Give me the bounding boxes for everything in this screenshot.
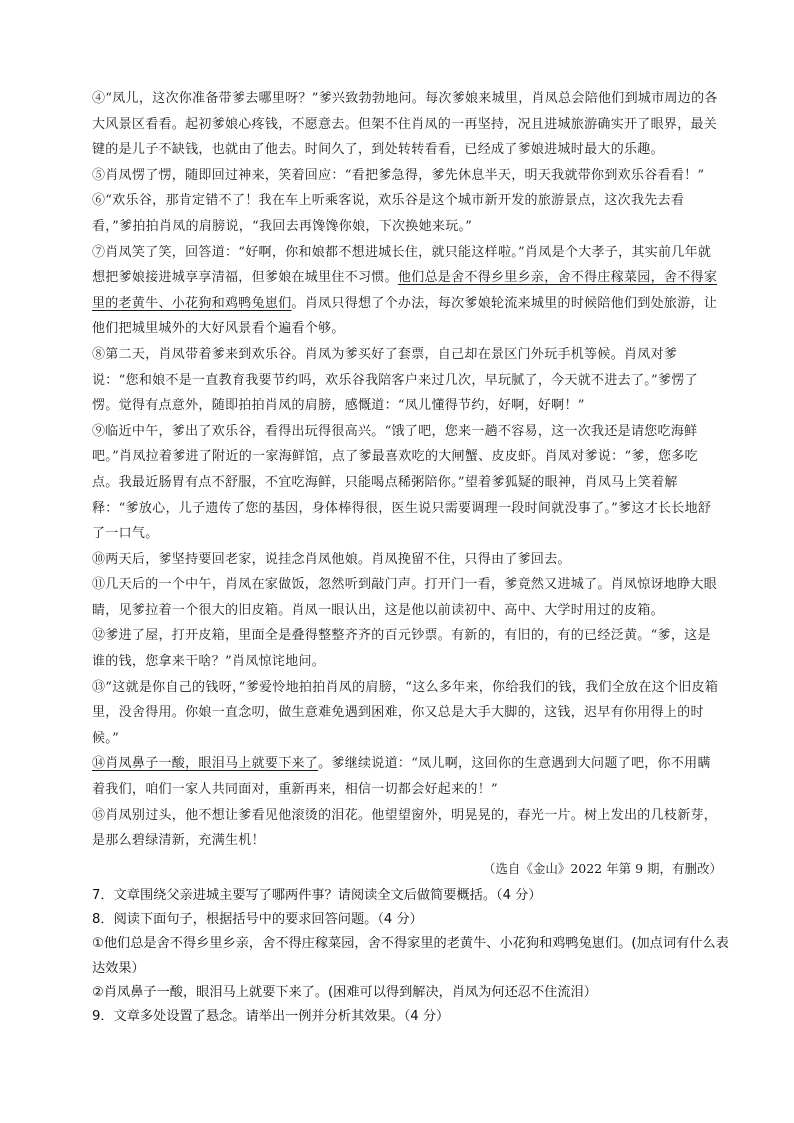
underlined-sentence-2: ⑭肖凤鼻子一酸，眼泪马上就要下来了	[92, 756, 319, 772]
underlined-sentence-1-cont: ，舍不得庄稼菜园，舍不得家里的老黄牛、小花狗和鸡鸭兔崽们	[92, 270, 718, 311]
paragraph-4: ④“凤儿，这次你准备带爹去哪里呀？”爹兴致勃勃地问。每次爹娘来城里，肖凤总会陪他们到城市周边的各大风景区看看。起初爹娘心疼钱，不愿意去。但架不住肖凤的一再坚持，况且进城旅游确实开了眼界，最关键的是儿子不缺钱，也就由了他去。时间久了，到处转转看看，已经成了爹娘进城时最大的乐趣。	[92, 91, 718, 158]
paragraph-15: ⑮肖凤别过头，他不想让爹看见他滚烫的泪花。他望望窗外，明晃晃的，春光一片。树上发出的几枝新芽，是那么碧绿清新，充满生机！	[92, 807, 718, 849]
paragraph-14	[92, 751, 722, 802]
question-9: 9．文章多处设置了悬念。请举出一例并分析其效果。（4 分）	[92, 1009, 450, 1025]
paragraph-7	[92, 240, 722, 342]
question-7: 7．文章围绕父亲进城主要写了哪两件事？请阅读全文后做简要概括。（4 分）	[92, 888, 542, 903]
paragraph-12: ⑫爹进了屋，打开皮箱，里面全是叠得整整齐齐的百元钞票。有新的，有旧的，有的已经泛黄。“爹，这是谁的钱，您拿来干啥？”肖凤惊诧地问。	[92, 628, 711, 670]
paragraph-14-text-b: 。爹继续说道：“凤儿啊，这回你的生意遇到大问题了吧，你不用瞒着我们，咱们一家人共同面对，重新再来，相信一切都会好起来的！”	[92, 756, 711, 798]
source-citation: （选自《金山》2022 年第 9 期，有删改）	[482, 861, 722, 876]
paragraph-9: ⑨临近中午，爹出了欢乐谷，看得出玩得很高兴。“饿了吧，您来一趟不容易，这一次我还是请您吃海鲜吧。”肖凤拉着爹进了附近的一家海鲜馆，点了爹最喜欢吃的大闸蟹、皮皮虾。肖凤对爹说：“爹，您多吃点。我最近肠胃有点不舒服，不宜吃海鲜，只能喝点稀粥陪你。”望着爹狐疑的眼神，肖凤马上笑着解释：“爹放心，儿子遗传了您的基因，身体棒得很，医生说只需要调理一段时间就没事了。”爹这才长长地舒了一口气。	[92, 423, 712, 542]
paragraph-13: ⑬“这就是你自己的钱呀，”爹爱怜地拍拍肖凤的肩膀，“这么多年来，你给我们的钱，我们全放在这个旧皮箱里，没舍得用。你娘一直念叨，做生意难免遇到困难，你又总是大手大脚的，这钱，迟早有你用得上的时候。”	[92, 679, 719, 746]
paragraph-5: ⑤肖凤愣了愣，随即回过神来，笑着回应：“看把爹急得，爹先休息半天，明天我就带你到欢乐谷看看！”	[92, 167, 705, 183]
paragraph-7-text-a: ⑦肖凤笑了笑，回答道：“好啊，你和娘都不想进城长住，就只能这样啦。”肖凤是个大孝子，其实前几年就想把爹娘接进城享享清福，但爹娘在城里住不习惯。	[92, 244, 712, 286]
paragraph-6: ⑥“欢乐谷，那肯定错不了！我在车上听乘客说，欢乐谷是这个城市新开发的旅游景点，这次我先去看看，”爹拍拍肖凤的肩膀说，“我回去再馋馋你娘，下次换她来玩。”	[92, 193, 685, 234]
question-8-item-1: ①他们总是舍不得乡里乡亲，舍不得庄稼菜园，舍不得家里的老黄牛、小花狗和鸡鸭兔崽们。(加点词有什么表达效果）	[92, 936, 729, 976]
questions-section	[92, 884, 732, 1029]
question-8: 8．阅读下面句子，根据括号中的要求回答问题。（4 分）	[92, 912, 423, 928]
underlined-sentence-1: 他们总是舍不得乡里乡亲	[397, 270, 545, 286]
paragraph-11: ⑪几天后的一个中午，肖凤在家做饭，忽然听到敲门声。打开门一看，爹竟然又进城了。肖凤惊讶地睁大眼睛，见爹拉着一个很大的旧皮箱。肖凤一眼认出，这是他以前读初中、高中、大学时用过的皮箱。	[92, 577, 718, 618]
paragraph-10: ⑩两天后，爹坚持要回老家，说挂念肖凤他娘。肖凤挽留不住，只得由了爹回去。	[92, 551, 571, 567]
question-8-item-2: ②肖凤鼻子一酸，眼泪马上就要下来了。(困难可以得到解决，肖凤为何还忍不住流泪）	[92, 984, 597, 1000]
paragraph-7-text-c: 。肖凤只得想了个办法，每次爹娘轮流来城里的时候陪他们到处旅游，让他们把城里城外的大好风景看个遍看个够。	[92, 295, 718, 337]
paragraph-8: ⑧第二天，肖凤带着爹来到欢乐谷。肖凤为爹买好了套票，自己却在景区门外玩手机等候。肖凤对爹说：“您和娘不是一直教育我要节约吗，欢乐谷我陪客户来过几次，早玩腻了，今天就不进去了。”爹愣了愣。觉得有点意外，随即拍拍肖凤的肩膀，感慨道：“凤儿懂得节约，好啊，好啊！”	[92, 346, 698, 414]
story-text	[92, 86, 722, 854]
